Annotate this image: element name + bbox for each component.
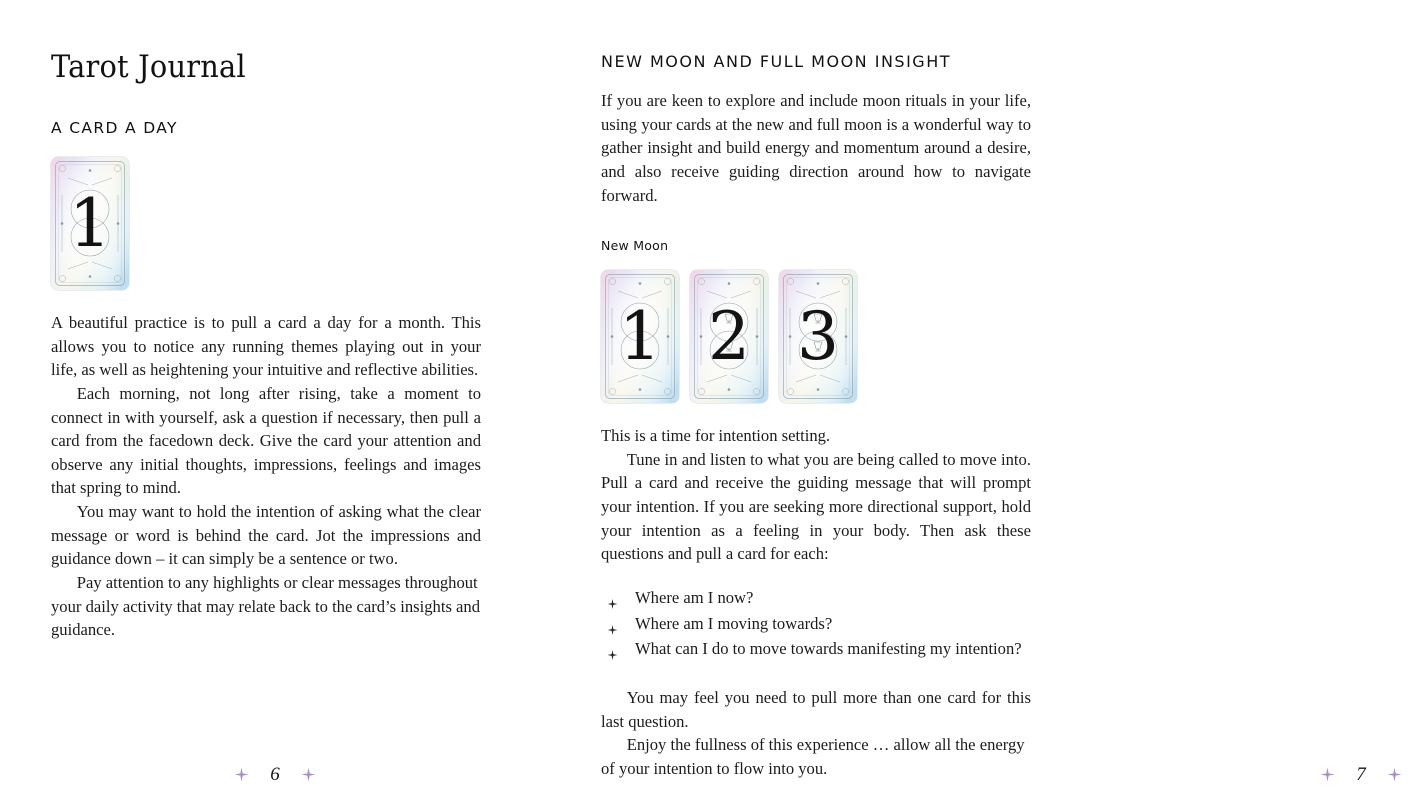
tarot-card-3 [779,270,857,403]
subheading-new-moon: New Moon [601,238,669,254]
page-title: Tarot Journal [51,49,246,85]
sparkle-icon [1320,767,1335,782]
sparkle-icon [1387,767,1402,782]
folio-left [215,765,335,784]
tarot-card-1 [601,270,679,403]
tarot-card-number: 1 [69,185,111,262]
list-item [601,637,1031,661]
paragraph: Each morning, not long after rising, take a moment to connect in with yourself, ask a question if necessary, then pull a card from the facedown deck. Give the card your attention and observe any initial thoughts, impressions, feelings and images that spring to mind. [51,383,481,498]
tarot-card-number: 2 [708,298,750,376]
sparkle-bullet-icon [607,592,618,603]
section-heading-new-moon-full-moon-insight: NEW MOON AND FULL MOON INSIGHT [601,52,951,71]
right-column [601,52,1031,781]
page-left [0,0,541,800]
tarot-card-number: 1 [619,298,661,376]
paragraph: This is a time for intention setting. [601,426,831,446]
page-right [541,0,1366,800]
paragraph: A beautiful practice is to pull a card a day for a month. This allows you to notice any running themes playing out in your life, as well as heightening your intuitive and reflective abilities. [51,313,481,380]
left-body-text [51,311,481,642]
page-number: 6 [270,764,280,785]
paragraph: Enjoy the fullness of this experience … allow all the energy of your intention to flow into you. [601,735,1025,779]
tarot-card-single [51,157,129,290]
folio-right [1301,765,1421,784]
paragraph: Tune in and listen to what you are being called to move into. Pull a card and receive the guiding message that will prompt your intention. If you are seeking more directional support, hold your intention as a feeling in your body. Then ask these questions and pull a card for each: [601,449,1031,564]
section-heading-a-card-a-day: A CARD A DAY [51,119,178,137]
right-body-text-closing [601,686,1031,781]
questions-list [601,586,1031,661]
paragraph-intro: If you are keen to explore and include moon rituals in your life, using your cards at the new and full moon is a wonderful way to gather insight and build energy and momentum around a desire, and also receive guiding direction around how to navigate forward. [601,91,1031,205]
paragraph: You may want to hold the intention of asking what the clear message or word is behind the card. Jot the impressions and guidance down – it can simply be a sentence or two. [51,502,481,569]
page-number: 7 [1356,764,1366,785]
list-item [601,612,1031,636]
sparkle-bullet-icon [607,644,618,655]
tarot-card-number: 3 [797,298,839,376]
list-item [601,586,1031,610]
tarot-card-2 [690,270,768,403]
right-body-text [601,424,1031,566]
paragraph: You may feel you need to pull more than one card for this last question. [601,688,1031,731]
sparkle-icon [301,767,316,782]
paragraph: Pay attention to any highlights or clear messages throughout your daily activity that may relate back to the card’s insights and guidance. [51,573,481,640]
list-item-label: Where am I now? [635,588,754,608]
tarot-card-row [601,270,1031,403]
sparkle-icon [234,767,249,782]
list-item-label: What can I do to move towards manifesting my intention? [635,639,1022,659]
list-item-label: Where am I moving towards? [635,613,833,633]
left-column [51,49,481,642]
sparkle-bullet-icon [607,618,618,629]
